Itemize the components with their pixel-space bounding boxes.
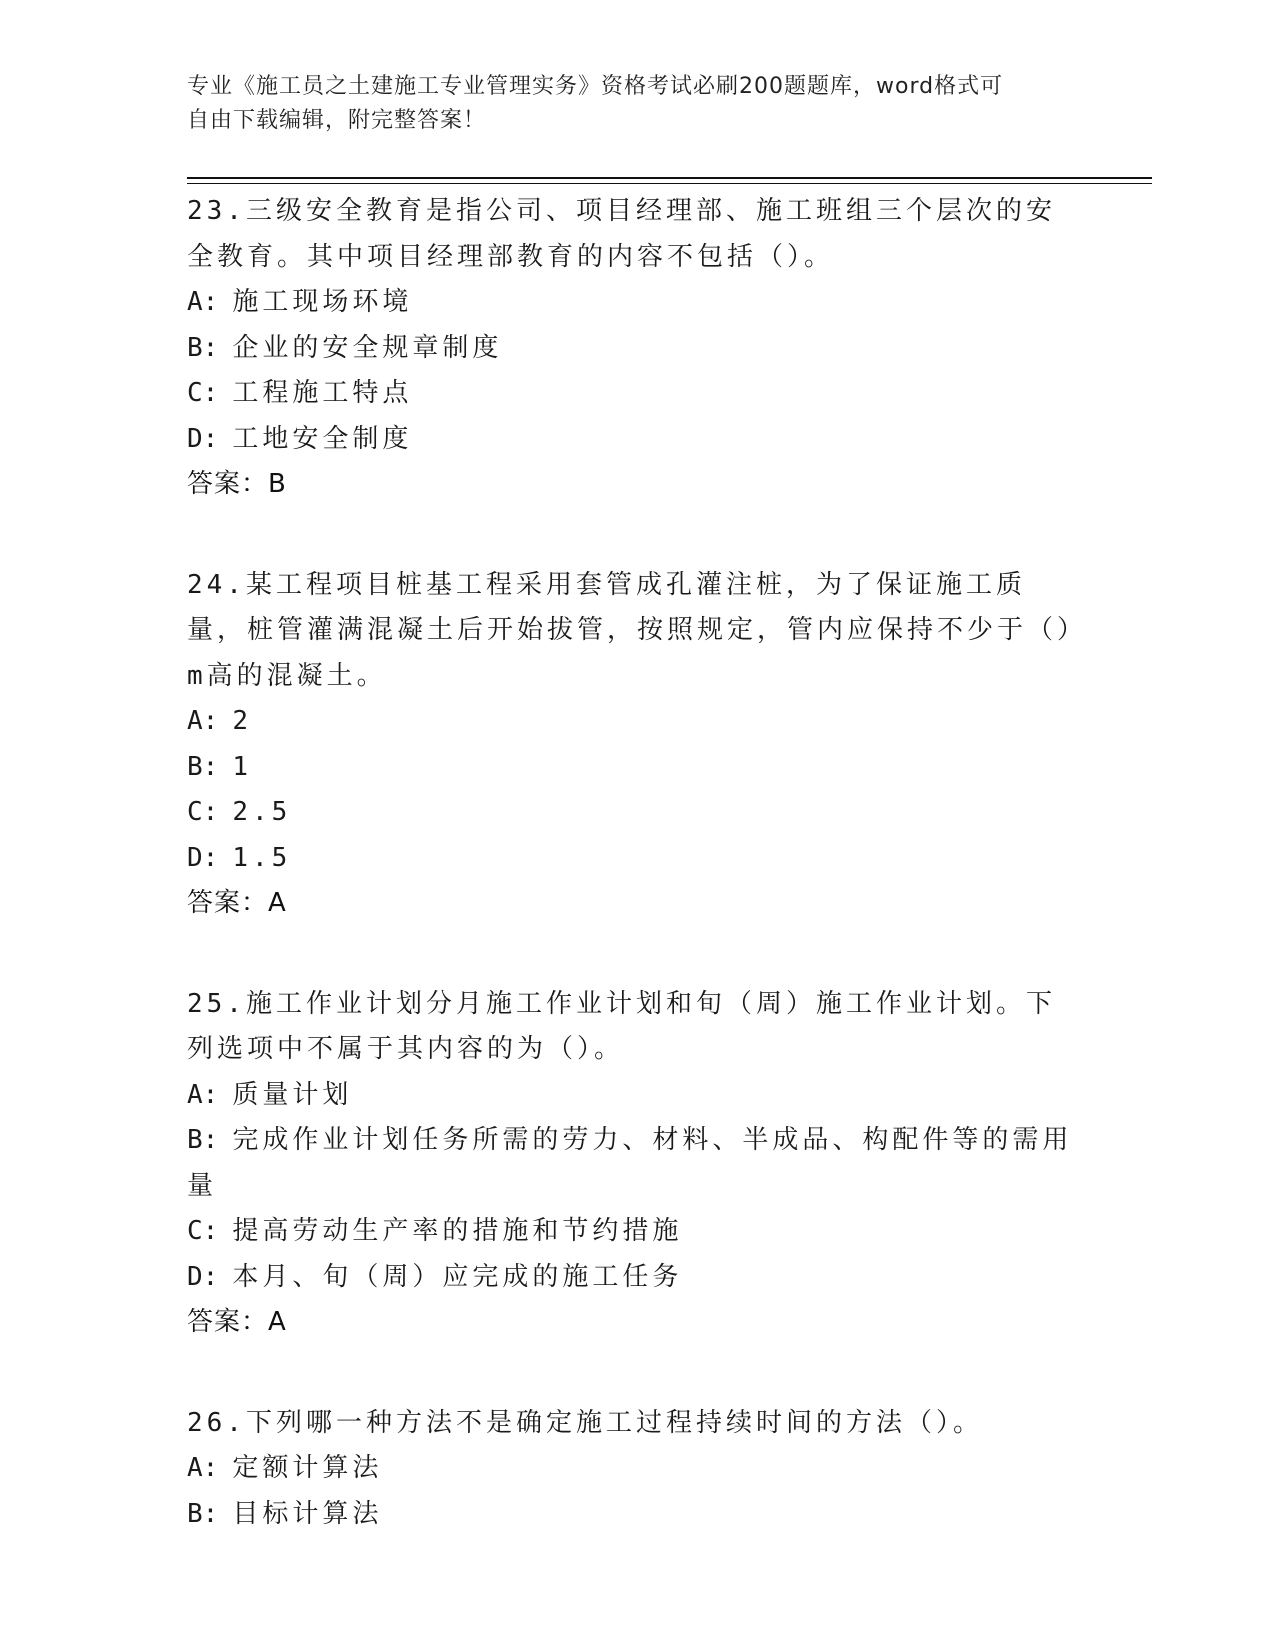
option-text: 工程施工特点 — [232, 378, 413, 408]
question-text: 24.某工程项目桩基工程采用套管成孔灌注桩，为了保证施工质量，桩管灌满混凝土后开始拔管，按照规定，管内应保持不少于（）m高的混凝土。 — [187, 569, 1075, 691]
option-text: 1 — [232, 751, 252, 782]
option-text: 2.5 — [232, 797, 292, 827]
option-b: B: 1 — [187, 751, 252, 782]
header-rule-thin — [187, 183, 1152, 184]
option-text: 提高劳动生产率的措施和节约措施 — [232, 1216, 683, 1246]
header-line-2: 自由下载编辑，附完整答案！ — [187, 108, 487, 133]
option-text: 质量计划 — [232, 1079, 353, 1110]
option-d: D: 本月、旬（周）应完成的施工任务 — [187, 1261, 683, 1292]
option-a: A: 2 — [187, 706, 252, 736]
question-list — [187, 189, 1077, 1592]
option-d: D: 1.5 — [187, 842, 292, 873]
header-line-1: 专业《施工员之土建施工专业管理实务》资格考试必刷200题题库，word格式可 — [187, 74, 1004, 99]
option-text: 施工现场环境 — [232, 287, 413, 317]
document-header — [187, 70, 1067, 138]
option-b: B: 企业的安全规章制度 — [187, 332, 503, 363]
answer-line: 答案：A — [187, 1307, 287, 1337]
question-text: 25.施工作业计划分月施工作业计划和旬（周）施工作业计划。下列选项中不属于其内容的为（）。 — [187, 988, 1056, 1064]
option-c: C: 2.5 — [187, 797, 292, 827]
option-text: 企业的安全规章制度 — [232, 332, 503, 363]
question-24 — [187, 563, 1077, 927]
option-a: A: 质量计划 — [187, 1079, 353, 1110]
question-25 — [187, 982, 1077, 1346]
option-text: 本月、旬（周）应完成的施工任务 — [232, 1261, 683, 1292]
option-c: C: 工程施工特点 — [187, 378, 413, 408]
option-b: B: 完成作业计划任务所需的劳力、材料、半成品、构配件等的需用量 — [187, 1125, 1073, 1201]
question-23 — [187, 189, 1077, 508]
answer-line: 答案：B — [187, 469, 287, 499]
option-a: A: 施工现场环境 — [187, 287, 413, 317]
option-text: 定额计算法 — [232, 1453, 383, 1483]
option-text: 工地安全制度 — [232, 423, 413, 454]
question-26 — [187, 1401, 1077, 1538]
header-rule-thick — [187, 177, 1152, 179]
option-a: A: 定额计算法 — [187, 1453, 383, 1483]
question-text: 23.三级安全教育是指公司、项目经理部、施工班组三个层次的安全教育。其中项目经理部教育的内容不包括（）。 — [187, 196, 1056, 272]
option-text: 2 — [232, 706, 252, 736]
option-text: 1.5 — [232, 842, 292, 873]
question-text: 26.下列哪一种方法不是确定施工过程持续时间的方法（）。 — [187, 1407, 983, 1438]
option-b: B: 目标计算法 — [187, 1498, 383, 1529]
answer-line: 答案：A — [187, 888, 287, 918]
option-d: D: 工地安全制度 — [187, 423, 413, 454]
option-text: 目标计算法 — [232, 1498, 383, 1529]
option-c: C: 提高劳动生产率的措施和节约措施 — [187, 1216, 683, 1246]
option-text: 完成作业计划任务所需的劳力、材料、半成品、构配件等的需用量 — [187, 1125, 1073, 1201]
